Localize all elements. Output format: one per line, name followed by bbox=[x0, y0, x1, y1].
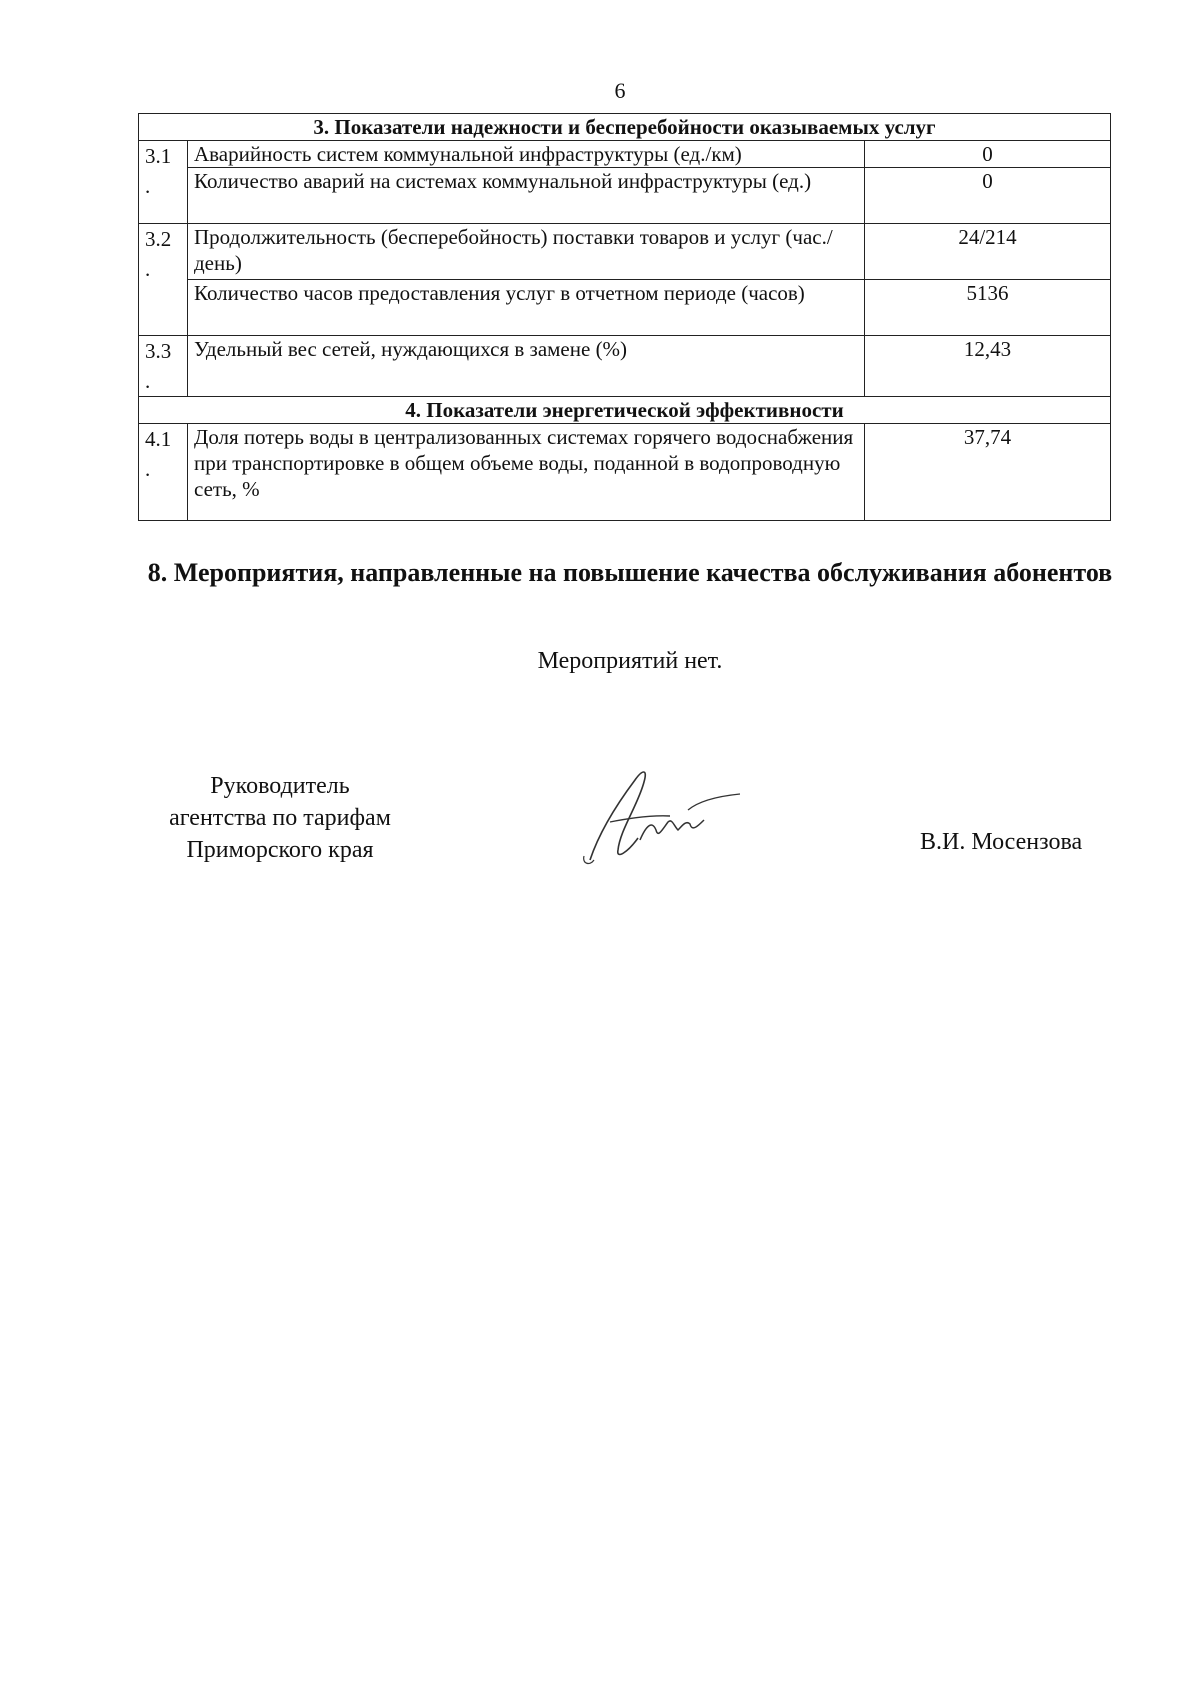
indicator-label: Аварийность систем коммунальной инфраструктуры (ед./км) bbox=[188, 141, 865, 168]
row-number: 4.1 . bbox=[139, 424, 188, 521]
indicator-label: Удельный вес сетей, нуждающихся в замене (%) bbox=[188, 336, 865, 397]
section-8-title: 8. Мероприятия, направленные на повышение качества обслуживания абонентов bbox=[147, 558, 1113, 587]
section-8-text: Мероприятий нет. bbox=[537, 648, 723, 674]
signer-name: В.И. Мосензова bbox=[920, 829, 1083, 855]
section-header-row bbox=[139, 397, 1111, 424]
indicator-value: 37,74 bbox=[865, 424, 1111, 521]
page-number: 6 bbox=[614, 78, 626, 103]
table-row bbox=[139, 336, 1111, 397]
table-row bbox=[139, 280, 1111, 336]
table-row bbox=[139, 224, 1111, 280]
indicator-label: Продолжительность (бесперебойность) поставки товаров и услуг (час./день) bbox=[188, 224, 865, 280]
row-number: 3.1 . bbox=[139, 141, 188, 224]
table-row bbox=[139, 141, 1111, 168]
signer-position-line: агентства по тарифам bbox=[169, 805, 391, 831]
signer-position bbox=[130, 770, 430, 866]
table-row bbox=[139, 168, 1111, 224]
signer-position-line: Руководитель bbox=[210, 773, 350, 799]
table-row bbox=[139, 424, 1111, 521]
indicator-label: Количество часов предоставления услуг в отчетном периоде (часов) bbox=[188, 280, 865, 336]
indicator-value: 0 bbox=[865, 168, 1111, 224]
indicator-value: 0 bbox=[865, 141, 1111, 168]
section-3-title: 3. Показатели надежности и бесперебойности оказываемых услуг bbox=[139, 114, 1111, 141]
indicators-table bbox=[138, 113, 1111, 521]
indicator-label: Доля потерь воды в централизованных системах горячего водоснабжения при транспортировке в общем объеме воды, поданной в водопроводную сеть, % bbox=[188, 424, 865, 521]
row-number: 3.2 . bbox=[139, 224, 188, 336]
indicator-value: 24/214 bbox=[865, 224, 1111, 280]
handwritten-signature bbox=[580, 760, 750, 870]
section-header-row bbox=[139, 114, 1111, 141]
signer-position-line: Приморского края bbox=[186, 837, 374, 863]
indicator-label: Количество аварий на системах коммунальной инфраструктуры (ед.) bbox=[188, 168, 865, 224]
section-4-title: 4. Показатели энергетической эффективности bbox=[139, 397, 1111, 424]
indicator-value: 12,43 bbox=[865, 336, 1111, 397]
row-number: 3.3 . bbox=[139, 336, 188, 397]
indicator-value: 5136 bbox=[865, 280, 1111, 336]
